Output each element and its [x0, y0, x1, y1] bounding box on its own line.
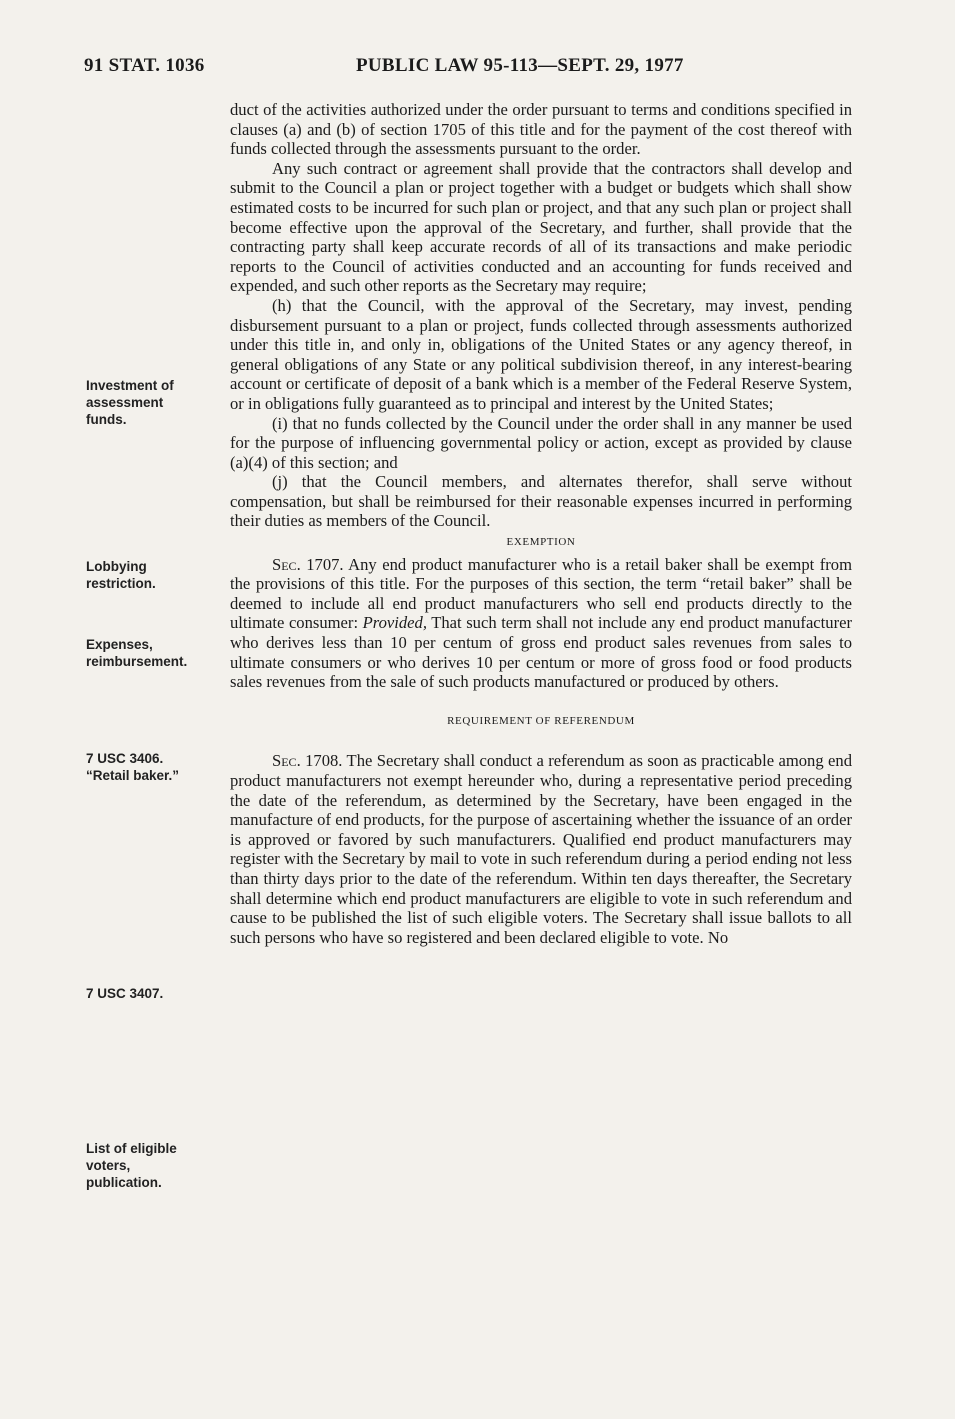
stat-reference: 91 STAT. 1036	[84, 55, 205, 76]
exemption-heading: EXEMPTION	[506, 536, 576, 549]
margin-note-investment: Investment of assessment funds.	[86, 378, 174, 427]
body-text	[230, 100, 852, 947]
section-1707-label: Sec. 1707.	[272, 554, 344, 574]
paragraph-g-continued: duct of the activities authorized under the order pursuant to terms and conditions specified in clauses (a) and (b) of section 1705 of this title and for the payment of the cost thereof with funds collected through the assessments pursuant to the order.	[230, 100, 852, 159]
referendum-heading: REQUIREMENT OF REFERENDUM	[447, 714, 635, 727]
margin-note-eligible-voters: List of eligible voters, publication.	[86, 1141, 177, 1190]
paragraph-j: (j) that the Council members, and alternates therefor, shall serve without compensation, but shall be reimbursed for their reasonable expenses incurred in performing their duties as members of the Council.	[230, 472, 852, 531]
section-1707	[230, 555, 852, 692]
section-1707-text-2: That such term shall not include any end product manufacturer who derives less than 10 per centum of gross end product sales revenues from sales to ultimate consumers or who derives 10 per centum or more of gross food or food products sales revenues from the sale of such products manufactured or produced by others.	[230, 613, 852, 692]
section-1708	[230, 751, 852, 947]
public-law-reference: PUBLIC LAW 95-113—SEPT. 29, 1977	[356, 55, 684, 76]
margin-note-retail-baker: “Retail baker.”	[86, 768, 180, 783]
section-1708-text: The Secretary shall conduct a referendum as soon as practicable among end product manufacturers not exempt hereunder who, during a representative period preceding the date of the referendum, as determined by the Secretary, have been engaged in the manufacture of end products, for the purpose of ascertaining whether the issuance of an order is approved or favored by such manufacturers. Qualified end product manufacturers may register with the Secretary by mail to vote in such referendum during a period ending not less than thirty days prior to the date of the referendum. Within ten days thereafter, the Secretary shall determine which end product manufacturers are eligible to vote in such referendum and cause to be published the list of such eligible voters. The Secretary shall issue ballots to all such persons who have so registered and been declared eligible to vote. No	[230, 751, 852, 947]
margin-note-usc-3407: 7 USC 3407.	[86, 986, 164, 1001]
paragraph-i: (i) that no funds collected by the Council under the order shall in any manner be used for the purpose of influencing governmental policy or action, except as provided by clause (a)(4) of this section; and	[230, 413, 852, 472]
running-head	[84, 55, 856, 79]
bleed-through-text	[95, 200, 205, 215]
margin-note-expenses: Expenses, reimbursement.	[86, 637, 188, 669]
section-1707-text: Any end product manufacturer who is a retail baker shall be exempt from the provisions of this title. For the purposes of this section, the term “retail baker” shall be deemed to include all end product manufacturers who sell end products directly to the ultimate consumer:	[230, 554, 852, 633]
margin-note-usc-3406: 7 USC 3406.	[86, 751, 164, 766]
paragraph-h: (h) that the Council, with the approval of the Secretary, may invest, pending disbursement pursuant to a plan or project, funds collected through assessments authorized under this title in, and only in, obligations of the United States or any agency thereof, in general obligations of any State or any political subdivision thereof, in any interest-bearing account or certificate of deposit of a bank which is a member of the Federal Reserve System, or in obligations fully guaranteed as to principal and interest by the United States;	[230, 295, 852, 413]
margin-note-lobbying: Lobbying restriction.	[86, 559, 156, 591]
paragraph-g-contract-terms: Any such contract or agreement shall provide that the contractors shall develop and submit to the Council a plan or project together with a budget or budgets which shall show estimated costs to be incurred for such plan or project, and that any such plan or project shall become effective upon the approval of the Secretary, and further, shall provide that the contracting party shall keep accurate records of all of its transactions and make periodic reports to the Council of activities conducted and an accounting for funds received and expended, and such other reports as the Secretary may require;	[230, 158, 852, 296]
provided-term: Provided,	[362, 613, 427, 633]
section-1708-label: Sec. 1708.	[272, 751, 343, 771]
